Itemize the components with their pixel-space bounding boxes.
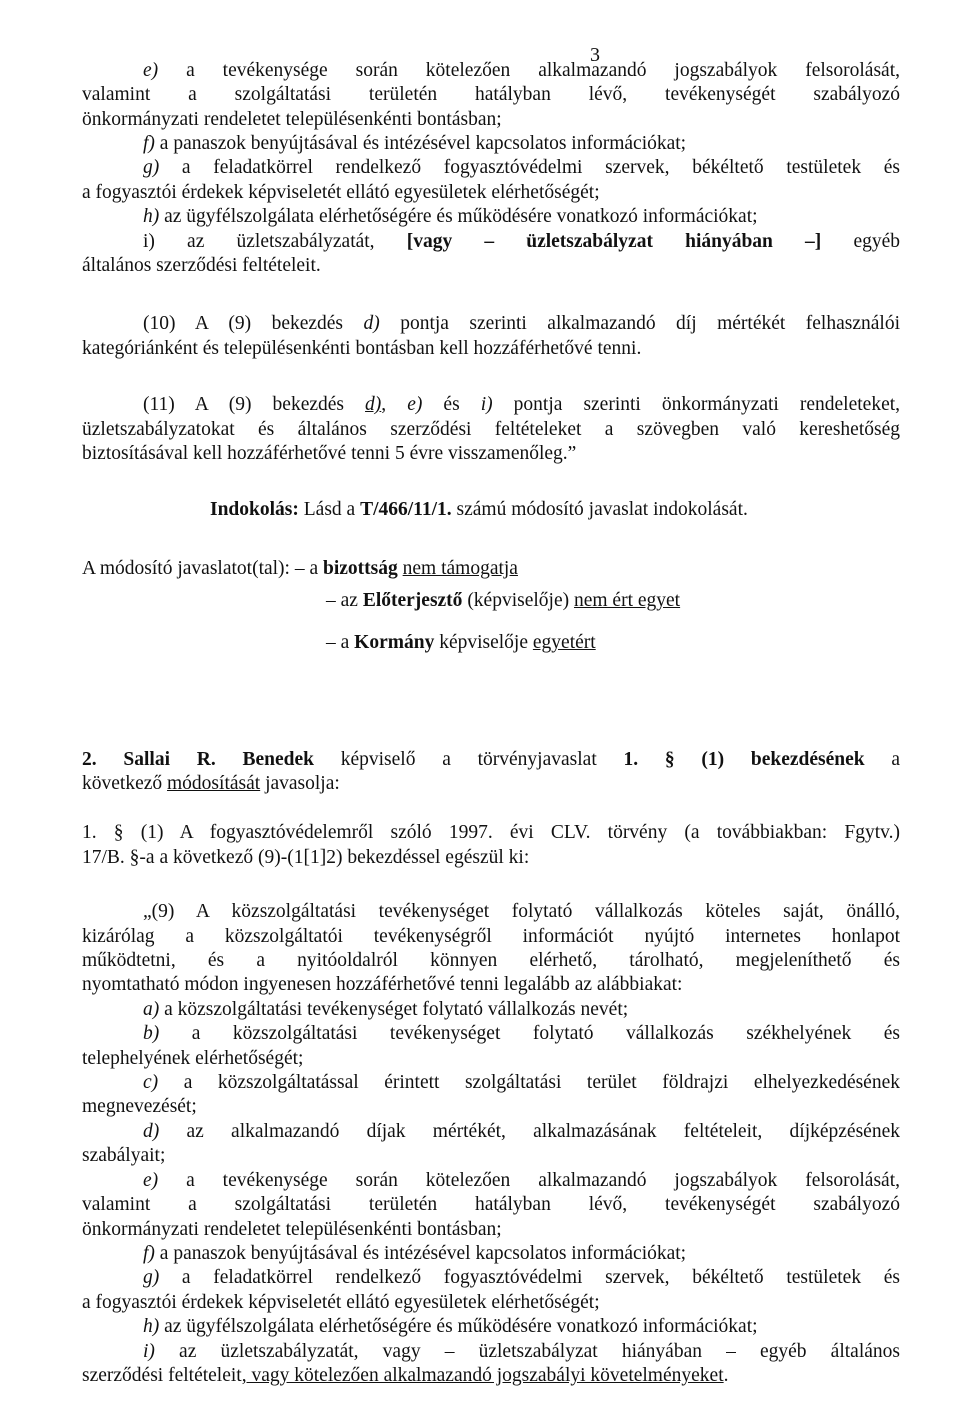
text-line: b) a közszolgáltatási tevékenységet folytató vállalkozás székhelyének és — [143, 1023, 900, 1044]
text-line: i) az üzletszabályzatát, [vagy – üzletszabályzat hiányában –] egyéb — [143, 231, 900, 252]
text-line: nyomtatható módon ingyenesen hozzáférhetővé tenni legalább az alábbiakat: — [82, 974, 683, 995]
text-line: 1. § (1) A fogyasztóvédelemről szóló 1997. évi CLV. törvény (a továbbiakban: Fgytv.) — [82, 822, 900, 843]
text-line: (11) A (9) bekezdés d), e) és i) pontja szerinti önkormányzati rendeleteket, — [143, 394, 900, 415]
text-line: üzletszabályzatokat és általános szerződési feltételeket a szövegben való kereshetőség — [82, 419, 900, 440]
text-line: megnevezését; — [82, 1096, 197, 1117]
text-line: c) a közszolgáltatással érintett szolgáltatási terület földrajzi elhelyezkedésének — [143, 1072, 900, 1093]
text-line: valamint a szolgáltatási területén hatályban lévő, tevékenységét szabályozó — [82, 1194, 900, 1215]
text-line: kizárólag a közszolgáltatói tevékenységről információt nyújtó internetes honlapot — [82, 926, 900, 947]
text-line: f) a panaszok benyújtásával és intézésével kapcsolatos információkat; — [143, 133, 687, 154]
text-line: – az Előterjesztő (képviselője) nem ért egyet — [326, 590, 681, 611]
text-line: szerződési feltételeit, vagy kötelezően alkalmazandó jogszabályi követelményeket. — [82, 1365, 729, 1386]
text-line: 17/B. §-a a következő (9)-(1[1]2) bekezdéssel egészül ki: — [82, 847, 530, 868]
text-line: a) a közszolgáltatási tevékenységet folytató vállalkozás nevét; — [143, 999, 629, 1020]
text-line: h) az ügyfélszolgálata elérhetőségére és működésére vonatkozó információkat; — [143, 206, 758, 227]
text-line: biztosításával kell hozzáférhetővé tenni 5 évre visszamenőleg.” — [82, 443, 577, 464]
text-line: i) az üzletszabályzatát, vagy – üzletszabályzat hiányában – egyéb általános — [143, 1341, 900, 1362]
text-line: f) a panaszok benyújtásával és intézésével kapcsolatos információkat; — [143, 1243, 687, 1264]
text-line: Indokolás: Lásd a T/466/11/1. számú módosító javaslat indokolását. — [210, 499, 748, 520]
text-line: önkormányzati rendeletet településenkénti bontásban; — [82, 1219, 502, 1240]
text-line: – a Kormány képviselője egyetért — [326, 632, 596, 653]
text-line: önkormányzati rendeletet településenkénti bontásban; — [82, 109, 502, 130]
text-line: kategóriánként és településenkénti bontásban kell hozzáférhetővé tenni. — [82, 338, 642, 359]
text-line: telephelyének elérhetőségét; — [82, 1048, 304, 1069]
text-line: d) az alkalmazandó díjak mértékét, alkalmazásának feltételeit, díjképzésének — [143, 1121, 900, 1142]
text-line: h) az ügyfélszolgálata elérhetőségére és működésére vonatkozó információkat; — [143, 1316, 758, 1337]
text-line: 2. Sallai R. Benedek képviselő a törvényjavaslat 1. § (1) bekezdésének a — [82, 749, 900, 770]
text-line: A módosító javaslatot(tal): – a bizottság nem támogatja — [82, 558, 518, 579]
text-line: szabályait; — [82, 1145, 166, 1166]
text-line: a fogyasztói érdekek képviseletét ellátó egyesületek elérhetőségét; — [82, 182, 600, 203]
text-line: e) a tevékenysége során kötelezően alkalmazandó jogszabályok felsorolását, — [143, 1170, 900, 1191]
text-line: „(9) A közszolgáltatási tevékenységet folytató vállalkozás köteles saját, önálló, — [143, 901, 900, 922]
text-line: általános szerződési feltételeit. — [82, 255, 321, 276]
page-number: 3 — [590, 44, 600, 66]
text-line: a fogyasztói érdekek képviseletét ellátó egyesületek elérhetőségét; — [82, 1292, 600, 1313]
text-line: valamint a szolgáltatási területén hatályban lévő, tevékenységét szabályozó — [82, 84, 900, 105]
text-line: g) a feladatkörrel rendelkező fogyasztóvédelmi szervek, békéltető testületek és — [143, 1267, 900, 1288]
text-line: működtetni, és a nyitóoldalról könnyen elérhető, tárolható, megjeleníthető és — [82, 950, 900, 971]
text-line: e) a tevékenysége során kötelezően alkalmazandó jogszabályok felsorolását, — [143, 60, 900, 81]
text-line: (10) A (9) bekezdés d) pontja szerinti alkalmazandó díj mértékét felhasználói — [143, 313, 900, 334]
text-line: g) a feladatkörrel rendelkező fogyasztóvédelmi szervek, békéltető testületek és — [143, 157, 900, 178]
text-line: következő módosítását javasolja: — [82, 773, 340, 794]
